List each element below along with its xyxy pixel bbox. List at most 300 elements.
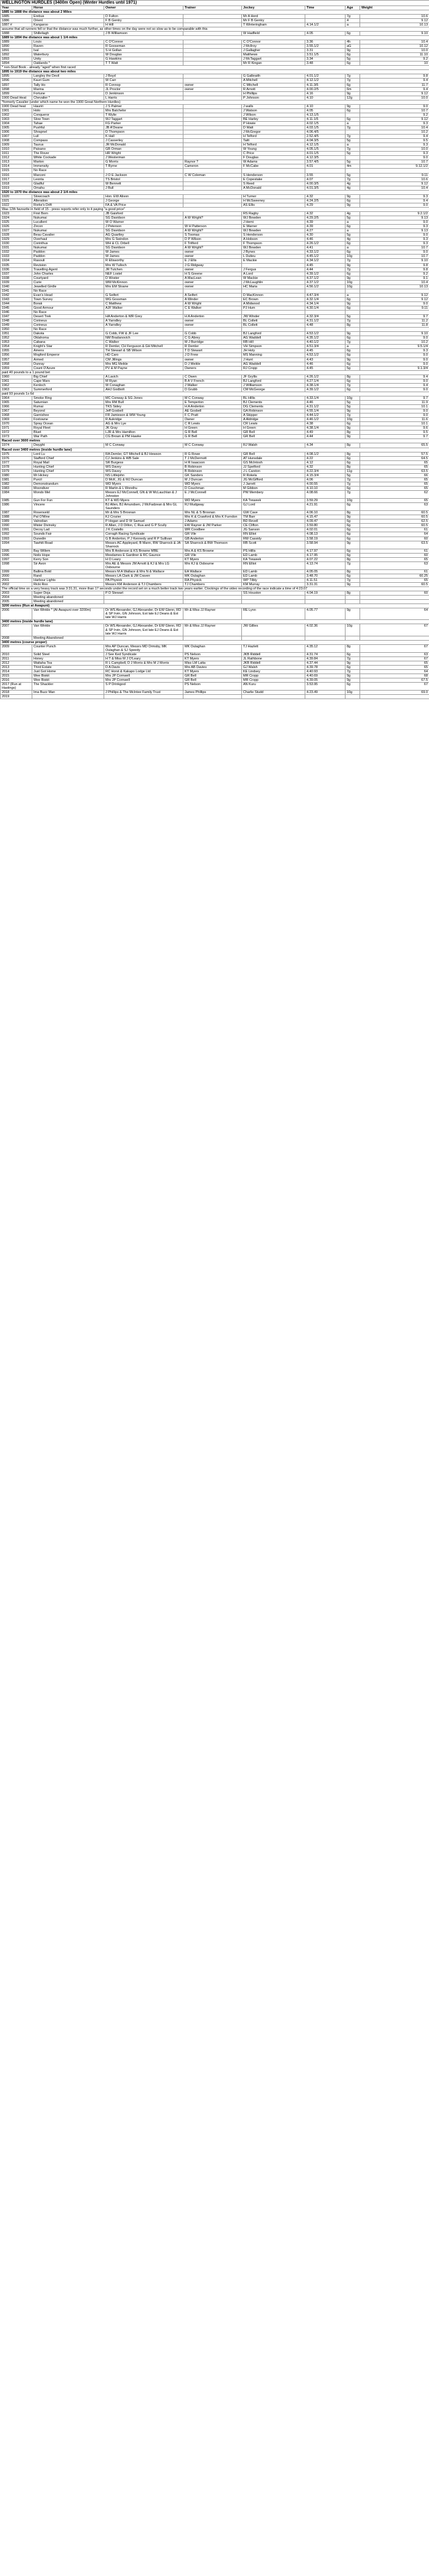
time-cell: 4.56.1/2: [305, 284, 346, 289]
table-row: [1, 473, 429, 477]
time-cell: 3.53.95: [305, 683, 346, 691]
weight-cell: 61: [360, 528, 429, 532]
table-row: [1, 293, 429, 297]
section-heading: Raced over 3600 metres: [1, 439, 429, 443]
jockey-cell: CM McGeorge: [242, 387, 305, 392]
jockey-cell: C O'Connor: [242, 40, 305, 44]
year-cell: 1996: [1, 553, 32, 557]
jockey-cell: H Turner: [242, 194, 305, 199]
section-heading: 1895 to 1919 the distance was about two miles: [1, 70, 429, 74]
weight-cell: 65: [360, 661, 429, 665]
year-cell: 1955: [1, 349, 32, 353]
year-cell: 1931: [1, 246, 32, 250]
weight-cell: 9.0: [360, 156, 429, 160]
time-cell: 4.46: [305, 238, 346, 242]
trainer-cell: KT Myers: [183, 557, 242, 561]
jockey-cell: AS Ellis: [242, 203, 305, 207]
time-cell: 3.55.1/2: [305, 44, 346, 49]
year-cell: 1942: [1, 293, 32, 297]
owner-cell: BJ Allen, BJ Amundsen, J McFadzean & Mrs GL Saunders: [104, 503, 183, 511]
owner-cell: W Bennett: [104, 181, 183, 186]
jockey-cell: Matthews: [242, 53, 305, 57]
owner-cell: C Matthew: [104, 301, 183, 306]
time-cell: 4.34.1/2: [305, 259, 346, 263]
age-cell: 5g: [346, 216, 360, 220]
year-cell: 2002: [1, 583, 32, 587]
time-cell: 4.33.1/2: [305, 250, 346, 255]
table-row: [1, 160, 429, 164]
owner-cell: W Carr: [104, 79, 183, 83]
note-text: The official time on a very heavy track was 3:31.31, more than 17 seconds under the record set on a much better track two years earlier. Clockings of the video recording of the race indicate a time of 4:23.07: [1, 587, 429, 591]
age-cell: 9g: [346, 91, 360, 96]
table-row: [1, 596, 429, 600]
table-row: [1, 18, 429, 23]
trainer-cell: [183, 152, 242, 156]
table-row: [1, 345, 429, 349]
age-cell: 7g: [346, 413, 360, 418]
owner-cell: Messrs AC Appleyard, B Mann, RW Sharrock & JA Sharrock: [104, 541, 183, 549]
horse-cell: Ricki Roo: [32, 583, 104, 587]
age-cell: 6g: [346, 225, 360, 229]
weight-cell: 10.7: [360, 160, 429, 164]
time-cell: 4.30: [305, 233, 346, 238]
horse-cell: Fortune: [32, 91, 104, 96]
trainer-cell: Mrs AB Davies: [183, 665, 242, 669]
age-cell: 7g: [346, 319, 360, 323]
time-cell: 4.23.49: [305, 691, 346, 695]
table-row: [1, 164, 429, 169]
owner-cell: K Hall: [104, 135, 183, 139]
age-cell: 10g: [346, 284, 360, 289]
age-cell: [346, 596, 360, 600]
jockey-cell: J L Carston: [242, 469, 305, 473]
jockey-cell: AG Waddell: [242, 362, 305, 366]
trainer-cell: T J McDermott: [183, 456, 242, 460]
horse-cell: Ival: [32, 49, 104, 53]
weight-cell: 63.5: [360, 541, 429, 549]
horse-cell: Mogford Emperor: [32, 353, 104, 357]
year-cell: 1991: [1, 528, 32, 532]
trainer-cell: [183, 143, 242, 147]
table-row: [1, 186, 429, 190]
age-cell: 7g: [346, 259, 360, 263]
trainer-cell: [183, 186, 242, 190]
owner-cell: NEF Lostel: [104, 272, 183, 276]
year-cell: 1964: [1, 396, 32, 400]
horse-cell: No Race: [32, 311, 104, 315]
table-row: [1, 503, 429, 511]
trainer-cell: James Phillips: [183, 691, 242, 695]
time-cell: 4.34: [305, 443, 346, 448]
section-row: [1, 10, 429, 14]
jockey-cell: J Jarrett: [242, 482, 305, 486]
owner-cell: J Peterson: [104, 225, 183, 229]
note-text: assume that all runners fell or that the distance was much further, as other times on the day were not so slow as to be comparable with this: [1, 27, 429, 31]
weight-cell: 63: [360, 503, 429, 511]
year-cell: 1939: [1, 280, 32, 284]
horse-cell: Royal Mail: [32, 460, 104, 465]
table-row: [1, 306, 429, 310]
horse-cell: Raven: [32, 44, 104, 49]
horse-cell: Desert Trek: [32, 315, 104, 319]
age-cell: 9g: [346, 515, 360, 519]
trainer-cell: H R Isaacson: [183, 460, 242, 465]
age-cell: 6g: [346, 336, 360, 340]
trainer-cell: owner: [183, 280, 242, 284]
year-cell: 1959: [1, 366, 32, 370]
header-trainer: Trainer: [183, 5, 242, 10]
jockey-cell: H McSweeney: [242, 199, 305, 203]
year-cell: 1951: [1, 332, 32, 336]
weight-cell: 11.2: [360, 319, 429, 323]
year-cell: 1957: [1, 357, 32, 362]
time-cell: 4.55.1/4: [305, 409, 346, 413]
age-cell: 4g: [346, 186, 360, 190]
time-cell: 4.08.1/2: [305, 452, 346, 456]
horse-cell: Meeting abandoned: [32, 596, 104, 600]
time-cell: 2.52.4/5: [305, 135, 346, 139]
owner-cell: W Conaghan: [104, 383, 183, 387]
table-row: [1, 74, 429, 79]
table-row: [1, 199, 429, 203]
trainer-cell: WD Myers: [183, 499, 242, 503]
year-cell: 1995: [1, 549, 32, 553]
trainer-cell: [183, 62, 242, 66]
owner-cell: CM Jillings: [104, 357, 183, 362]
jockey-cell: J Bynes: [242, 250, 305, 255]
year-cell: 1893: [1, 57, 32, 62]
year-cell: 2012: [1, 661, 32, 665]
table-row: [1, 143, 429, 147]
table-row: [1, 422, 429, 426]
trainer-cell: F C Pratt: [183, 413, 242, 418]
weight-cell: [360, 328, 429, 332]
time-cell: [305, 169, 346, 173]
owner-cell: WH & CL Orbell: [104, 242, 183, 246]
weight-cell: 9.11: [360, 173, 429, 177]
trainer-cell: [183, 220, 242, 225]
year-cell: 1891: [1, 49, 32, 53]
age-cell: 7g: [346, 477, 360, 482]
table-row: [1, 362, 429, 366]
weight-cell: 9.3: [360, 225, 429, 229]
time-cell: 4.30.1/4: [305, 306, 346, 310]
horse-cell: No Race: [32, 289, 104, 293]
weight-cell: 65: [360, 578, 429, 582]
year-cell: 1972: [1, 431, 32, 435]
table-row: [1, 583, 429, 587]
owner-cell: J Phillips & The McIntee Family Trust: [104, 691, 183, 695]
year-cell: 2015: [1, 674, 32, 678]
jockey-cell: T Winteringham: [242, 23, 305, 27]
weight-cell: 9.12: [360, 117, 429, 121]
trainer-cell: [183, 169, 242, 173]
weight-cell: 11.9: [360, 401, 429, 405]
owner-cell: PA Physick: [104, 578, 183, 582]
table-row: [1, 670, 429, 674]
weight-cell: 9.2: [360, 113, 429, 117]
table-row: [1, 456, 429, 460]
trainer-cell: owner: [183, 250, 242, 255]
time-cell: 4.39.78: [305, 665, 346, 669]
year-cell: 1980: [1, 473, 32, 477]
year-cell: 1977: [1, 460, 32, 465]
jockey-cell: JL Rathbone: [242, 656, 305, 661]
weight-cell: [360, 600, 429, 604]
trainer-cell: J D Frew: [183, 353, 242, 357]
jockey-cell: KM Murray: [242, 583, 305, 587]
weight-cell: 10: [360, 62, 429, 66]
year-cell: 1896: [1, 79, 32, 83]
jockey-cell: R Arnott: [242, 87, 305, 91]
year-cell: 1902: [1, 113, 32, 117]
trainer-cell: B A V French: [183, 379, 242, 383]
jockey-cell: J Wilson: [242, 113, 305, 117]
age-cell: 7g: [346, 135, 360, 139]
table-row: [1, 203, 429, 207]
horse-cell: No Race: [32, 328, 104, 332]
trainer-cell: C E Walker: [183, 306, 242, 310]
owner-cell: FG Parker: [104, 121, 183, 125]
age-cell: [346, 600, 360, 604]
year-cell: 1900 Dead Heat: [1, 96, 32, 100]
year-cell: 1973: [1, 435, 32, 439]
owner-cell: Mrs W Tulloch: [104, 263, 183, 267]
owner-cell: W James: [104, 250, 183, 255]
table-row: [1, 246, 429, 250]
horse-cell: Rasouli: [32, 259, 104, 263]
trainer-cell: [183, 177, 242, 181]
table-row: [1, 135, 429, 139]
time-cell: 4.15.3/4: [305, 473, 346, 477]
jockey-cell: E Warner: [242, 225, 305, 229]
horse-cell: Kerry Son: [32, 557, 104, 561]
trainer-cell: A MacLean: [183, 276, 242, 280]
weight-cell: 9.8: [360, 263, 429, 267]
section-heading: 3200 metres (Run at Awapuni): [1, 604, 429, 608]
year-cell: 1992: [1, 532, 32, 537]
year-cell: 1946: [1, 311, 32, 315]
owner-cell: C Walker: [104, 340, 183, 345]
age-cell: a: [346, 23, 360, 27]
year-cell: 1925: [1, 220, 32, 225]
time-cell: 4.35.12: [305, 644, 346, 652]
trainer-cell: A W Wright?: [183, 246, 242, 250]
year-cell: 2009: [1, 644, 32, 652]
time-cell: 4.22.3/4: [305, 469, 346, 473]
horse-cell: Slowcoach: [32, 194, 104, 199]
horse-cell: Zircon: [32, 225, 104, 229]
jockey-cell: CE Clifton: [242, 524, 305, 528]
table-row: [1, 691, 429, 695]
table-row: [1, 297, 429, 301]
trainer-cell: M J Duncan: [183, 477, 242, 482]
table-row: [1, 443, 429, 448]
jockey-cell: L Dutieu: [242, 255, 305, 259]
trainer-cell: H S Greene: [183, 272, 242, 276]
jockey-cell: PW Membery: [242, 490, 305, 498]
section-row: [1, 604, 429, 608]
time-cell: 4.27: [305, 229, 346, 233]
time-cell: 4.13.1/5: [305, 113, 346, 117]
year-cell: 1917: [1, 177, 32, 181]
table-row: [1, 177, 429, 181]
year-cell: 1888: [1, 31, 32, 35]
owner-cell: [104, 328, 183, 332]
trainer-cell: GR Bell: [183, 678, 242, 683]
owner-cell: J Bull: [104, 186, 183, 190]
time-cell: 3.55: [305, 173, 346, 177]
weight-cell: 9.7: [360, 435, 429, 439]
year-cell: 1949: [1, 323, 32, 328]
age-cell: 7g: [346, 561, 360, 569]
year-cell: 1887 #: [1, 23, 32, 27]
trainer-cell: Mrs K & Crawford & Mrs K Furndon: [183, 515, 242, 519]
year-cell: 1899: [1, 91, 32, 96]
trainer-cell: Mr & Miss JJ Rayner: [183, 608, 242, 620]
table-row: [1, 578, 429, 582]
trainer-cell: [183, 23, 242, 27]
table-row: [1, 57, 429, 62]
trainer-cell: [183, 600, 242, 604]
age-cell: 8g: [346, 557, 360, 561]
weight-cell: 65: [360, 465, 429, 469]
section-heading: 3400 metres (course proper): [1, 640, 429, 644]
year-cell: 1898: [1, 87, 32, 91]
weight-cell: 9.4: [360, 79, 429, 83]
horse-cell: Cabana: [32, 340, 104, 345]
trainer-cell: [183, 44, 242, 49]
horse-cell: Rorke's Drift: [32, 203, 104, 207]
trainer-cell: M C Conway: [183, 443, 242, 448]
horse-cell: Count D'Azure: [32, 366, 104, 370]
horse-cell: Vincere: [32, 503, 104, 511]
weight-cell: 64.5: [360, 456, 429, 460]
trainer-cell: GR Bell: [183, 674, 242, 678]
owner-cell: Dr WS Alexander, GJ Alexander, Dr EW Glenn, RD & SP Irvin, GN Johnson, Est late EJ Deans & Est late WJ Harris: [104, 624, 183, 636]
trainer-cell: Mr & Miss JJ Rayner: [183, 624, 242, 636]
year-cell: 1921: [1, 199, 32, 203]
time-cell: 4.37.44: [305, 661, 346, 665]
table-row: [1, 229, 429, 233]
trainer-cell: A W Wright: [183, 301, 242, 306]
jockey-cell: C Mitchell: [242, 83, 305, 87]
time-cell: 3.58.19: [305, 537, 346, 541]
weight-cell: 63: [360, 652, 429, 656]
horse-cell: Immensity: [32, 164, 104, 169]
horse-cell: Counter Punch: [32, 644, 104, 652]
owner-cell: A Yarndley: [104, 319, 183, 323]
year-cell: 1886: [1, 18, 32, 23]
section-heading: 1920 to 1970 the distance was about 2 1/4 miles: [1, 190, 429, 194]
table-row: [1, 328, 429, 332]
year-cell: 1927: [1, 229, 32, 233]
horse-cell: Beau Cavalier: [32, 233, 104, 238]
trainer-cell: C G Abrey: [183, 336, 242, 340]
time-cell: 4.00.55: [305, 482, 346, 486]
time-cell: 4.40.93: [305, 670, 346, 674]
horse-cell: Paddon: [32, 255, 104, 259]
weight-cell: 10.6: [360, 177, 429, 181]
horse-cell: Paisano: [32, 147, 104, 152]
owner-cell: R Aukridge: [104, 418, 183, 422]
owner-cell: D A Davis: [104, 665, 183, 669]
table-row: [1, 678, 429, 683]
trainer-cell: [183, 121, 242, 125]
table-row: [1, 267, 429, 272]
weight-cell: 65: [360, 499, 429, 503]
owner-cell: TS Bristol: [104, 177, 183, 181]
horse-cell: Town Survey: [32, 297, 104, 301]
horse-cell: Dunedin: [32, 537, 104, 541]
section-row: [1, 448, 429, 452]
age-cell: 9g: [346, 263, 360, 267]
trainer-cell: [183, 91, 242, 96]
year-cell: 1944: [1, 301, 32, 306]
time-cell: 4.01.1/2: [305, 74, 346, 79]
table-row: [1, 336, 429, 340]
jockey-cell: KA Treweek: [242, 499, 305, 503]
jockey-cell: RN Elliot: [242, 561, 305, 569]
trainer-cell: [183, 130, 242, 135]
owner-cell: JB A'Deane: [104, 126, 183, 130]
horse-cell: Corineus: [32, 319, 104, 323]
horse-cell: Moondiver: [32, 486, 104, 490]
weight-cell: 9.4: [360, 199, 429, 203]
weight-cell: 9.6: [360, 426, 429, 431]
jockey-cell: R Rokela: [242, 473, 305, 477]
age-cell: 4g: [346, 211, 360, 216]
jockey-cell: P Howie: [242, 121, 305, 125]
weight-cell: [360, 695, 429, 699]
table-row: [1, 216, 429, 220]
owner-cell: Mrs JP Cornwell: [104, 678, 183, 683]
horse-cell: Shilleliagh: [32, 31, 104, 35]
time-cell: 4.11.3/5: [305, 83, 346, 87]
table-row: [1, 549, 429, 553]
age-cell: 8g: [346, 443, 360, 448]
jockey-cell: MS Manning: [242, 353, 305, 357]
time-cell: 3.57.4/5: [305, 160, 346, 164]
weight-cell: 10.2: [360, 130, 429, 135]
owner-cell: T Wylie: [104, 113, 183, 117]
horse-cell: Nukumai: [32, 216, 104, 220]
horse-cell: Bay Willem: [32, 549, 104, 553]
time-cell: 4.08.13: [305, 532, 346, 537]
trainer-cell: [183, 596, 242, 600]
note-row: [1, 27, 429, 31]
age-cell: [346, 311, 360, 315]
age-cell: [346, 169, 360, 173]
horse-cell: Pushful: [32, 126, 104, 130]
owner-cell: KJ Crozier: [104, 515, 183, 519]
table-row: [1, 194, 429, 199]
age-cell: 7g: [346, 670, 360, 674]
table-row: [1, 332, 429, 336]
year-cell: 1915: [1, 169, 32, 173]
year-cell: 1958: [1, 362, 32, 366]
year-cell: 1892: [1, 53, 32, 57]
time-cell: 4.22: [305, 456, 346, 460]
table-row: [1, 379, 429, 383]
table-row: [1, 405, 429, 409]
time-cell: 4.07.22: [305, 557, 346, 561]
jockey-cell: J McTaggart: [242, 57, 305, 62]
table-row: [1, 289, 429, 293]
weight-cell: 9.8: [360, 267, 429, 272]
owner-cell: TH Stewart & SB Wilson: [104, 349, 183, 353]
trainer-cell: [183, 49, 242, 53]
